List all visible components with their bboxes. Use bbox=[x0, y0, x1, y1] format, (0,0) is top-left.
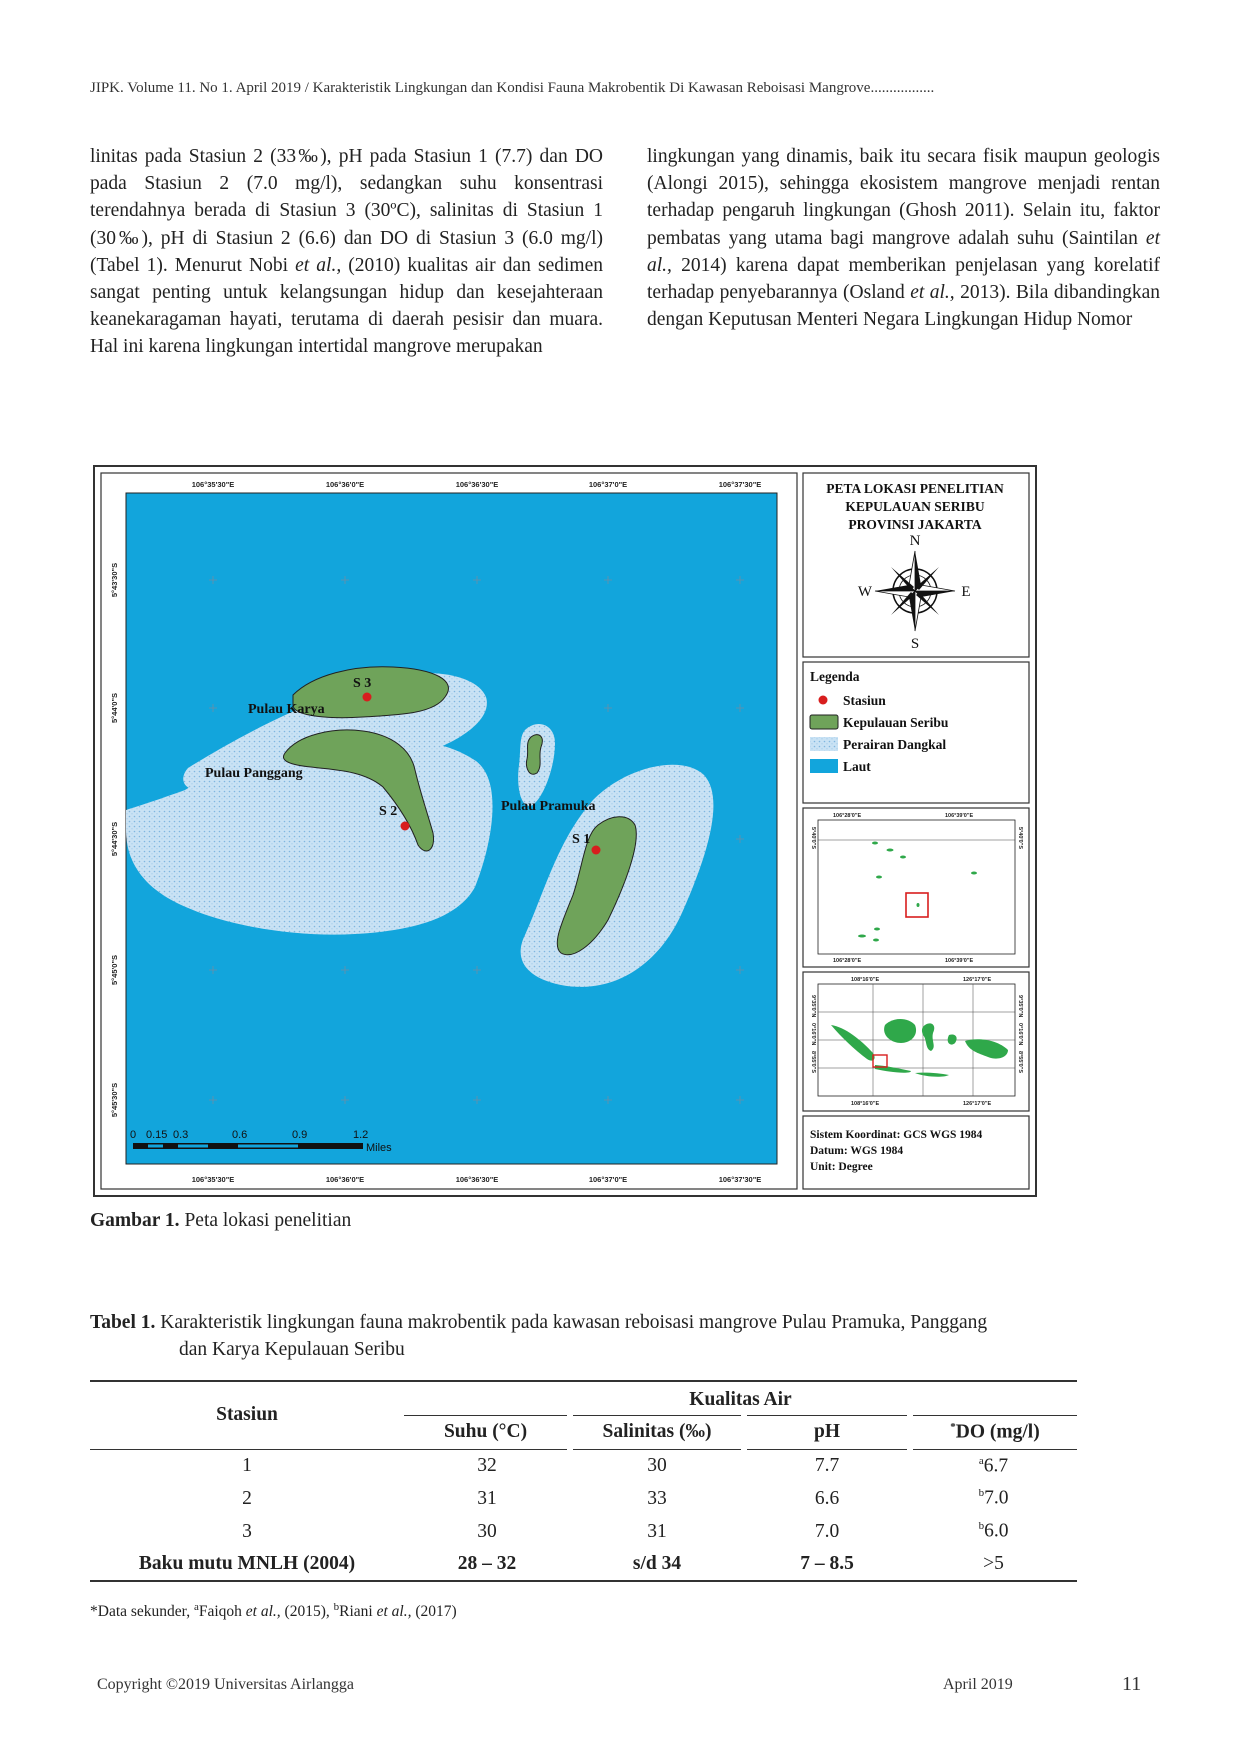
cell-do bbox=[910, 1449, 1077, 1482]
inset2-label: 108°16'0"E bbox=[851, 1101, 880, 1107]
footnote-text: (2015), bbox=[280, 1603, 334, 1621]
etal-italic: et al., bbox=[376, 1603, 412, 1621]
etal-italic: et al., bbox=[647, 227, 1160, 276]
text-run: (2010) kualitas air dan sedimen sangat penting untuk kelangsungan hidup dan kesejahteraan keanekaragaman hayati, terutama di daerah pesisir dan muara. Hal ini karena lingkungan intertidal mangrove merupakan bbox=[90, 254, 603, 358]
table-row bbox=[90, 1449, 1077, 1482]
map-title-line: KEPULAUAN SERIBU bbox=[845, 499, 985, 514]
do-sup: * bbox=[950, 1420, 956, 1433]
table-label: Tabel 1. bbox=[90, 1312, 156, 1333]
text-run: linitas pada Stasiun 2 (33‰), pH pada Stasiun 1 (7.7) dan DO pada Stasiun 2 (7.0 mg/l), sedangkan suhu konsentrasi terendahnya berada di Stasiun 3 (30ºC), salinitas di Stasiun 1 (30‰), pH di Stasiun 2 (6.6) dan DO di Stasiun 3 (6.0 mg/l) (Tabel 1). Menurut Nobi bbox=[90, 146, 603, 276]
legend-sea-swatch bbox=[810, 759, 838, 773]
table-footnote bbox=[90, 1601, 457, 1621]
inset1-label: 106°39'0"E bbox=[945, 958, 974, 964]
cell-standard-suhu: 28 – 32 bbox=[457, 1553, 517, 1574]
compass-w: W bbox=[857, 584, 873, 600]
figure-label: Gambar 1. bbox=[90, 1210, 180, 1231]
lat-label: 5°45'0"S bbox=[110, 954, 119, 986]
label-pulau-panggang: Pulau Panggang bbox=[205, 766, 303, 781]
legend-item-label: Kepulauan Seribu bbox=[843, 715, 949, 730]
cell-suhu: 30 bbox=[477, 1520, 497, 1542]
scale-tick: 0.6 bbox=[232, 1129, 248, 1141]
figure-caption bbox=[90, 1210, 351, 1232]
inset2-label: 0°16'0"N bbox=[810, 1023, 816, 1046]
scale-tick: 0 bbox=[130, 1129, 137, 1141]
cell-ph: 6.6 bbox=[814, 1487, 840, 1509]
cell-do bbox=[910, 1515, 1077, 1548]
cell-standard-label: Baku mutu MNLH (2004) bbox=[138, 1553, 356, 1574]
text-run: 2013). Bila dibandingkan dengan Keputusan Menteri Negara Lingkungan Hidup Nomor bbox=[647, 282, 1160, 331]
lon-label: 106°37'0"E bbox=[588, 480, 628, 489]
lat-label: 5°43'30"S bbox=[110, 562, 119, 598]
legend-island-swatch bbox=[810, 715, 838, 729]
etal-italic: et al., bbox=[245, 1603, 281, 1621]
table-caption-text: Karakteristik lingkungan fauna makrobentik pada kawasan reboisasi mangrove Pulau Pramuka, Panggang bbox=[155, 1312, 988, 1333]
paragraph-left bbox=[90, 143, 603, 361]
cell-stasiun: 1 bbox=[242, 1454, 252, 1476]
cell-do-value: 7.0 bbox=[984, 1487, 1009, 1509]
inset2-label: 0°16'0"N bbox=[1017, 1023, 1023, 1046]
figure-caption-text: Peta lokasi penelitian bbox=[179, 1210, 352, 1231]
footnote-text: Faiqoh bbox=[198, 1603, 246, 1621]
station-s3-label: S 3 bbox=[353, 676, 372, 691]
water-quality-table bbox=[90, 1380, 1077, 1582]
cell-do bbox=[910, 1482, 1077, 1515]
col-header-salinitas: Salinitas (‰) bbox=[570, 1415, 744, 1449]
body-column-left bbox=[90, 143, 603, 361]
cell-do-value: 6.0 bbox=[984, 1520, 1009, 1542]
table-row bbox=[90, 1515, 1077, 1548]
running-header bbox=[90, 80, 934, 97]
map-title-line: PETA LOKASI PENELITIAN bbox=[826, 481, 1004, 496]
table-caption bbox=[90, 1309, 1160, 1363]
footnote-sup: b bbox=[333, 1601, 340, 1613]
station-s3-marker bbox=[363, 693, 372, 702]
inset1-label: 106°28'0"E bbox=[833, 958, 862, 964]
label-pulau-pramuka: Pulau Pramuka bbox=[501, 799, 596, 814]
table-caption-text-cont: dan Karya Kepulauan Seribu bbox=[179, 1339, 405, 1360]
cell-do-sup: b bbox=[978, 1520, 985, 1533]
scale-tick: 0.9 bbox=[292, 1129, 308, 1141]
station-s2-label: S 2 bbox=[379, 804, 398, 819]
lon-label: 106°37'30"E bbox=[718, 480, 762, 489]
compass-s: S bbox=[910, 636, 920, 652]
etal-italic: et al., bbox=[295, 254, 342, 276]
cell-stasiun: 3 bbox=[242, 1520, 252, 1542]
lon-label: 106°35'30"E bbox=[191, 1175, 235, 1184]
study-location-map bbox=[93, 465, 1037, 1197]
table-row bbox=[90, 1482, 1077, 1515]
cell-standard-do: >5 bbox=[983, 1553, 1004, 1574]
journal-info: JIPK. Volume 11. No 1. April 2019 bbox=[90, 80, 301, 96]
legend-item-label: Perairan Dangkal bbox=[843, 737, 947, 752]
header-separator: / bbox=[301, 80, 313, 96]
lon-label: 106°37'0"E bbox=[588, 1175, 628, 1184]
footnote-sup: a bbox=[193, 1601, 199, 1613]
lat-label: 5°44'30"S bbox=[110, 821, 119, 857]
cell-salinitas: 31 bbox=[647, 1520, 667, 1542]
station-s1-label: S 1 bbox=[572, 832, 591, 847]
inset2-label: 108°16'0"E bbox=[851, 977, 880, 983]
footer-copyright: Copyright ©2019 Universitas Airlangga bbox=[97, 1676, 355, 1693]
cell-ph: 7.0 bbox=[814, 1520, 840, 1542]
do-header-text: DO (mg/l) bbox=[955, 1421, 1040, 1443]
cell-salinitas: 30 bbox=[647, 1454, 667, 1476]
lon-label: 106°35'30"E bbox=[191, 480, 235, 489]
lon-label: 106°36'30"E bbox=[455, 480, 499, 489]
lon-label: 106°36'30"E bbox=[455, 1175, 499, 1184]
text-run: lingkungan yang dinamis, baik itu secara fisik maupun geologis (Alongi 2015), sehingga ekosistem mangrove menjadi rentan terhadap pengaruh lingkungan (Ghosh 2011). Selain itu, faktor pembatas yang utama bagi mangrove adalah suhu (Saintilan bbox=[647, 146, 1160, 249]
cell-do-sup: b bbox=[978, 1487, 985, 1500]
compass-n: N bbox=[909, 533, 921, 549]
col-header-stasiun: Stasiun bbox=[216, 1404, 278, 1426]
cell-suhu: 31 bbox=[477, 1487, 497, 1509]
inset1-label: 5°40'0"S bbox=[810, 827, 816, 850]
inset2-label: 126°17'0"E bbox=[963, 977, 992, 983]
station-s1-marker bbox=[592, 846, 601, 855]
col-group-kualitas-air: Kualitas Air bbox=[689, 1389, 792, 1411]
inset2-label: 9°35'0"N bbox=[1017, 995, 1023, 1018]
lon-label: 106°37'30"E bbox=[718, 1175, 762, 1184]
coord-info-line: Unit: Degree bbox=[810, 1161, 873, 1173]
cell-do-sup: a bbox=[978, 1454, 984, 1467]
footnote-text: *Data sekunder, bbox=[90, 1603, 194, 1621]
footnote-text: Riani bbox=[339, 1603, 377, 1621]
etal-italic: et al., bbox=[910, 282, 955, 304]
inset2-label: 126°17'0"E bbox=[963, 1101, 992, 1107]
page-number: 11 bbox=[1122, 1673, 1142, 1695]
cell-salinitas: 33 bbox=[647, 1487, 667, 1509]
scale-tick: 1.2 bbox=[353, 1129, 369, 1141]
inset2-label: 8°55'0"S bbox=[1017, 1051, 1023, 1074]
legend-shallow-swatch bbox=[810, 737, 838, 751]
cell-stasiun: 2 bbox=[242, 1487, 252, 1509]
lon-label: 106°36'0"E bbox=[325, 1175, 365, 1184]
scale-tick: 0.15 bbox=[146, 1129, 168, 1141]
cell-standard-salinitas: s/d 34 bbox=[632, 1553, 682, 1574]
footnote-text: (2017) bbox=[411, 1603, 457, 1621]
col-header-ph: pH bbox=[744, 1415, 910, 1449]
legend-title: Legenda bbox=[810, 669, 860, 684]
inset2-label: 9°35'0"N bbox=[810, 995, 816, 1018]
label-pulau-karya: Pulau Karya bbox=[248, 702, 325, 717]
station-s2-marker bbox=[401, 822, 410, 831]
header-article-title: Karakteristik Lingkungan dan Kondisi Fauna Makrobentik Di Kawasan Reboisasi Mangrove................. bbox=[312, 80, 935, 96]
inset1-label: 5°40'0"S bbox=[1017, 827, 1023, 850]
cell-standard-ph: 7 – 8.5 bbox=[800, 1553, 854, 1574]
cell-ph: 7.7 bbox=[814, 1454, 840, 1476]
map-title-line: PROVINSI JAKARTA bbox=[848, 517, 982, 532]
inset2-label: 8°55'0"S bbox=[810, 1051, 816, 1074]
footer-date: April 2019 bbox=[943, 1676, 1013, 1693]
lon-label: 106°36'0"E bbox=[325, 480, 365, 489]
table-row-standard bbox=[90, 1548, 1077, 1581]
lat-label: 5°44'0"S bbox=[110, 692, 119, 724]
legend-item-label: Stasiun bbox=[843, 693, 886, 708]
cell-do-value: 6.7 bbox=[983, 1455, 1009, 1476]
compass-e: E bbox=[961, 584, 971, 600]
lat-label: 5°45'30"S bbox=[110, 1082, 119, 1118]
scale-tick: 0.3 bbox=[173, 1129, 189, 1141]
coord-info-line: Sistem Koordinat: GCS WGS 1984 bbox=[810, 1129, 983, 1141]
text-run: 2014) karena dapat memberikan penjelasan yang korelatif terhadap penyebarannya (Osland bbox=[647, 254, 1160, 304]
inset1-label: 106°39'0"E bbox=[945, 813, 974, 819]
legend-item-label: Laut bbox=[843, 759, 871, 774]
cell-suhu: 32 bbox=[477, 1454, 497, 1476]
legend-station-symbol bbox=[819, 696, 828, 705]
col-header-suhu: Suhu (°C) bbox=[404, 1415, 570, 1449]
coord-info-line: Datum: WGS 1984 bbox=[810, 1145, 904, 1157]
inset1-label: 106°28'0"E bbox=[833, 813, 862, 819]
body-column-right bbox=[647, 143, 1160, 333]
scale-unit: Miles bbox=[366, 1142, 392, 1154]
col-header-do bbox=[910, 1415, 1077, 1449]
paragraph-right bbox=[647, 143, 1160, 333]
